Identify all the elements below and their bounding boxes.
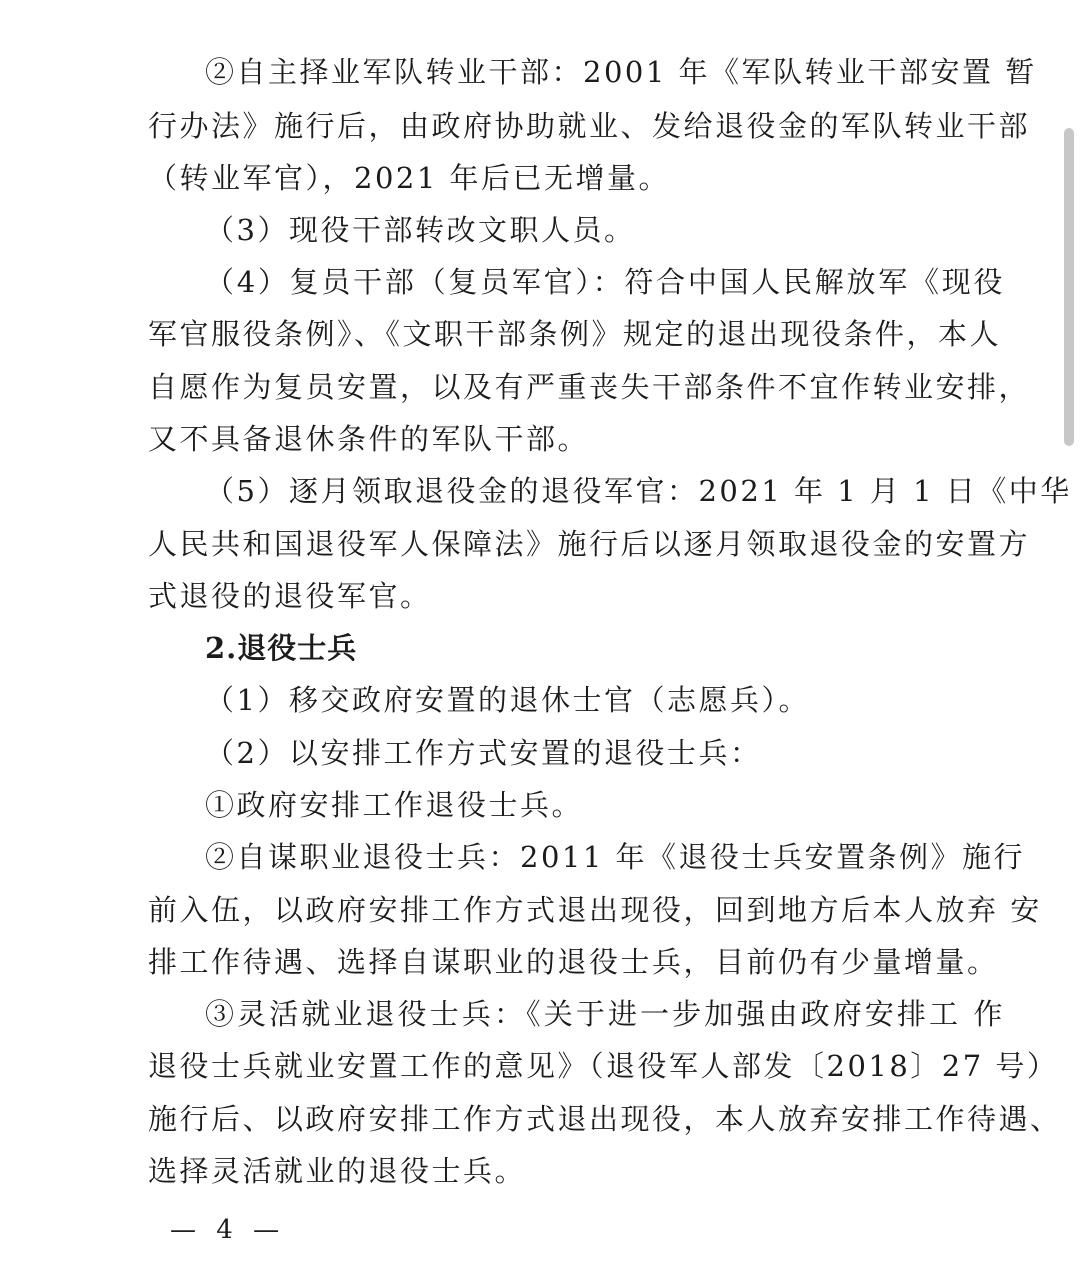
text-line: 行办法》施行后，由政府协助就业、发给退役金的军队转业干部 xyxy=(148,109,1031,143)
text-line: 排工作待遇、选择自谋职业的退役士兵，目前仍有少量增量。 xyxy=(148,945,999,979)
text-line: （4）复员干部（复员军官）：符合中国人民解放军《现役 xyxy=(205,265,1005,299)
page-number: — 4 — xyxy=(170,1215,286,1245)
text-line: 军官服役条例》、《文职干部条例》规定的退出现役条件，本人 xyxy=(148,317,1002,351)
text-line: （1）移交政府安置的退休士官（志愿兵）。 xyxy=(205,683,810,717)
scrollbar-thumb[interactable] xyxy=(1064,128,1074,446)
text-line: ②自主择业军队转业干部：2001 年《军队转业干部安置 暂 xyxy=(205,55,1037,89)
text-line: 又不具备退休条件的军队干部。 xyxy=(148,422,590,456)
text-line: 自愿作为复员安置，以及有严重丧失干部条件不宜作转业安排， xyxy=(148,370,1031,404)
text-line: （转业军官），2021 年后已无增量。 xyxy=(148,161,671,195)
text-line: 前入伍，以政府安排工作方式退出现役，回到地方后本人放弃 安 xyxy=(148,893,1042,927)
text-line: （3）现役干部转改文职人员。 xyxy=(205,213,636,247)
text-line: ①政府安排工作退役士兵。 xyxy=(205,788,584,822)
text-line: 施行后、以政府安排工作方式退出现役，本人放弃安排工作待遇、 xyxy=(148,1102,1062,1136)
text-line: （5）逐月领取退役金的退役军官：2021 年 1 月 1 日《中华 xyxy=(205,474,1072,508)
text-line: （2）以安排工作方式安置的退役士兵： xyxy=(205,736,762,770)
text-line: ②自谋职业退役士兵：2011 年《退役士兵安置条例》施行 xyxy=(205,840,1026,874)
text-line: 退役士兵就业安置工作的意见》（退役军人部发〔2018〕27 号） xyxy=(148,1049,1059,1083)
text-line: 人民共和国退役军人保障法》施行后以逐月领取退役金的安置方 xyxy=(148,527,1031,561)
text-line: ③灵活就业退役士兵：《关于进一步加强由政府安排工 作 xyxy=(205,997,1005,1031)
text-line: 式退役的退役军官。 xyxy=(148,579,432,613)
text-line: 选择灵活就业的退役士兵。 xyxy=(148,1154,527,1188)
section-heading: 2.退役士兵 xyxy=(205,631,358,665)
